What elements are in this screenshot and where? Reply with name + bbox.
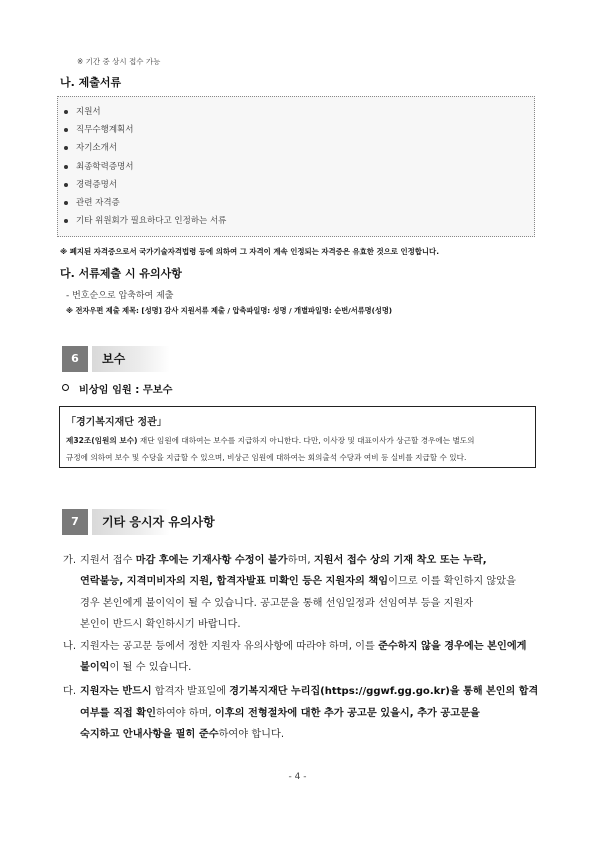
bullet-icon xyxy=(64,219,68,223)
email-submission-note: ※ 전자우편 제출 제목: [성명] 감사 지원서류 제출 / 압축파일명: 성명 / 개별파일명: 순번/서류명(성명) xyxy=(66,306,393,315)
section-number: 6 xyxy=(62,346,88,372)
note-anytime: ※ 기간 중 상시 접수 가능 xyxy=(77,57,161,66)
regulation-line-1: 제32조(임원의 보수) 재단 임원에 대하여는 보수를 지급하지 아니한다. 다만, 이사장 및 대표이사가 상근할 경우에는 별도의 xyxy=(66,436,475,445)
bullet-icon xyxy=(64,128,68,132)
note-abolished-certificates: ※ 폐지된 자격증으로서 국가기술자격법령 등에 의하여 그 자격이 계속 인정되는 자격증은 유효한 것으로 인정합니다. xyxy=(60,247,439,256)
para-ga-line-4: 본인이 반드시 확인하시기 바랍니다. xyxy=(80,619,241,630)
para-da-prefix: 다. xyxy=(63,686,77,697)
page-number: - 4 - xyxy=(288,772,307,782)
list-item: 지원서 xyxy=(58,103,534,121)
section-title: 보수 xyxy=(102,352,126,366)
bullet-icon xyxy=(64,183,68,187)
compress-instruction: - 번호순으로 압축하여 제출 xyxy=(66,291,174,301)
heading-document-precautions: 다. 서류제출 시 유의사항 xyxy=(60,267,182,280)
para-na-line-2: 불이익이 될 수 있습니다. xyxy=(80,662,192,673)
list-item: 기타 위원회가 필요하다고 인정하는 서류 xyxy=(58,212,534,230)
list-item: 자기소개서 xyxy=(58,139,534,157)
circle-bullet-icon xyxy=(62,384,69,391)
article-label: 제32조(임원의 보수) xyxy=(66,436,138,445)
regulation-line-2: 규정에 의하여 보수 및 수당을 지급할 수 있으며, 비상근 임원에 대하여는 회의출석 수당과 여비 등 실비를 지급할 수 있다. xyxy=(66,453,467,462)
para-ga-line-2: 연락불능, 지격미비자의 지원, 합격자발표 미확인 등은 지원자의 책임이므로 이를 확인하지 않았을 xyxy=(80,576,516,587)
bullet-icon xyxy=(64,146,68,150)
bullet-icon xyxy=(64,110,68,114)
para-ga-line-1: 지원서 접수 마감 후에는 기재사항 수정이 불가하며, 지원서 접수 상의 기재 착오 또는 누락, xyxy=(80,555,487,566)
section-7-header xyxy=(62,509,362,535)
para-na-line-1: 지원자는 공고문 등에서 정한 지원자 유의사항에 따라야 하며, 이를 준수하지 않을 경우에는 본인에게 xyxy=(80,641,527,652)
documents-box xyxy=(57,96,535,237)
regulation-box xyxy=(59,406,536,468)
list-item: 직무수행계획서 xyxy=(58,121,534,139)
list-item: 최종학력증명서 xyxy=(58,158,534,176)
section-title: 기타 응시자 유의사항 xyxy=(102,515,215,529)
list-item: 경력증명서 xyxy=(58,176,534,194)
para-ga-prefix: 가. xyxy=(63,555,77,566)
regulation-title: 「경기복지재단 정관」 xyxy=(66,417,167,428)
section-number: 7 xyxy=(62,509,88,535)
para-da-line-2: 여부를 직접 확인하여야 하며, 이후의 전형절차에 대한 추가 공고문 있을시, 추가 공고문을 xyxy=(80,708,480,719)
para-na-prefix: 나. xyxy=(63,641,77,652)
pay-statement: 비상임 임원 : 무보수 xyxy=(79,385,173,396)
heading-submission-documents: 나. 제출서류 xyxy=(60,76,122,89)
bullet-icon xyxy=(64,201,68,205)
para-ga-line-3: 경우 본인에게 불이익이 될 수 있습니다. 공고문을 통해 선임일정과 선임여부 등을 지원자 xyxy=(80,598,474,609)
para-da-line-1: 지원자는 반드시 합격자 발표일에 경기복지재단 누리집(https://ggwf.gg.go.kr)을 통해 본인의 합격 xyxy=(80,686,539,697)
list-item: 관련 자격증 xyxy=(58,194,534,212)
section-6-header xyxy=(62,346,262,372)
bullet-icon xyxy=(64,165,68,169)
para-da-line-3: 숙지하고 안내사항을 필히 준수하여야 합니다. xyxy=(80,729,285,740)
